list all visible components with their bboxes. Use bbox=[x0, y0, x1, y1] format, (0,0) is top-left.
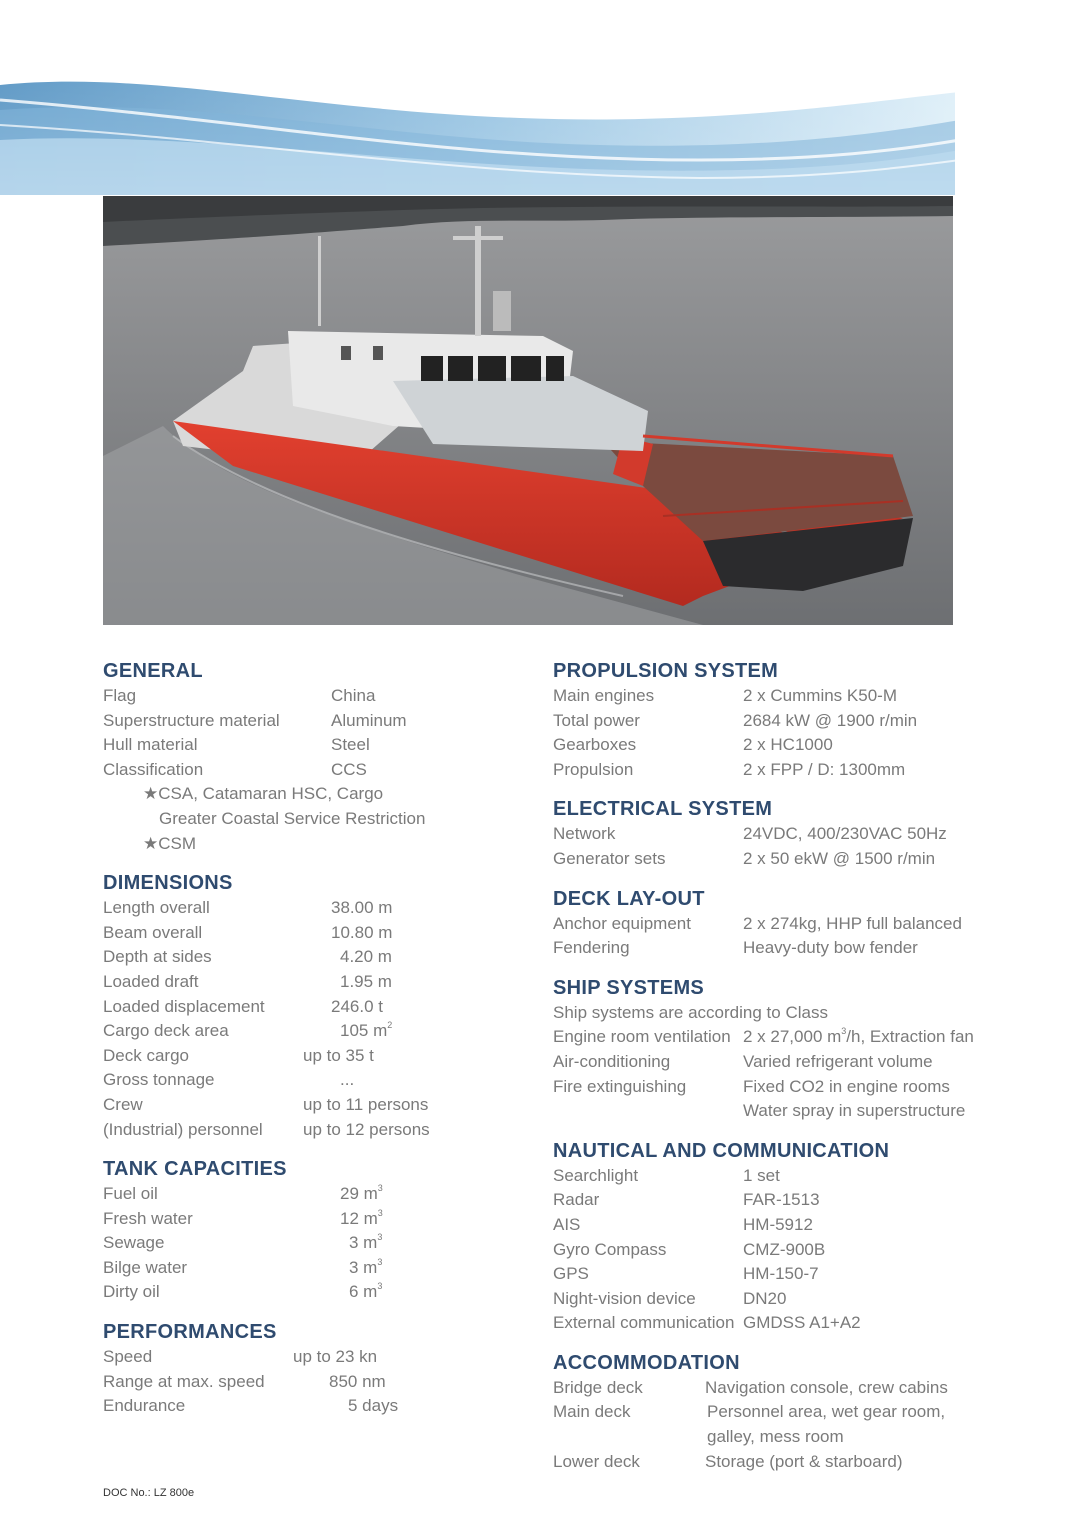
spec-row bbox=[103, 1256, 523, 1281]
value-text: 2 x 27,000 m bbox=[743, 1027, 842, 1047]
spec-value: 2684 kW @ 1900 r/min bbox=[743, 710, 918, 730]
spec-row bbox=[103, 1394, 523, 1419]
spec-value bbox=[340, 1207, 383, 1232]
spec-value bbox=[743, 1025, 974, 1050]
spec-value bbox=[340, 1182, 383, 1207]
spec-label: Superstructure material bbox=[103, 710, 280, 730]
spec-label: Deck cargo bbox=[103, 1045, 189, 1065]
section-heading-ship-systems: SHIP SYSTEMS bbox=[553, 976, 705, 999]
section-heading-performances: PERFORMANCES bbox=[103, 1321, 277, 1344]
value-text: 105 m bbox=[340, 1021, 388, 1041]
spec-value: China bbox=[331, 686, 376, 705]
spec-value: Storage (port & starboard) bbox=[705, 1451, 903, 1471]
section-heading-accommodation: ACCOMMODATION bbox=[553, 1351, 740, 1374]
dimensions-rows bbox=[103, 896, 523, 1142]
spec-row bbox=[553, 1188, 1053, 1213]
propulsion-rows bbox=[553, 684, 1053, 782]
spec-label: Sewage bbox=[103, 1233, 165, 1253]
spec-label: Bilge water bbox=[103, 1257, 188, 1277]
spec-row bbox=[103, 1118, 523, 1143]
spec-label: Length overall bbox=[103, 898, 210, 918]
spec-row bbox=[103, 1068, 523, 1093]
spec-row bbox=[103, 1044, 523, 1069]
spec-row bbox=[103, 758, 523, 783]
spec-row bbox=[103, 1345, 523, 1370]
spec-row bbox=[103, 921, 523, 946]
spec-row bbox=[103, 733, 523, 758]
section-heading-propulsion: PROPULSION SYSTEM bbox=[553, 660, 779, 682]
spec-label: Night-vision device bbox=[553, 1288, 696, 1308]
section-heading-deck-layout: DECK LAY-OUT bbox=[553, 887, 705, 910]
spec-row bbox=[553, 1238, 1053, 1263]
spec-row bbox=[103, 995, 523, 1020]
catamaran-illustration bbox=[103, 196, 953, 625]
spec-row bbox=[553, 1099, 1053, 1124]
spec-value: 2 x 50 ekW @ 1500 r/min bbox=[743, 848, 936, 868]
spec-row bbox=[103, 1207, 523, 1232]
spec-label: Flag bbox=[103, 686, 137, 705]
classification-note: Greater Coastal Service Restriction bbox=[159, 808, 426, 828]
spec-label: Main engines bbox=[553, 686, 655, 705]
superscript: 3 bbox=[377, 1232, 383, 1243]
section-heading-nautical: NAUTICAL AND COMMUNICATION bbox=[553, 1139, 890, 1162]
spec-value: 1 set bbox=[743, 1165, 780, 1185]
spec-label: Network bbox=[553, 824, 616, 844]
spec-row bbox=[553, 1450, 1053, 1475]
spec-label: Gearboxes bbox=[553, 735, 637, 755]
spec-row bbox=[553, 1400, 1053, 1425]
spec-label: Air-conditioning bbox=[553, 1051, 671, 1071]
spec-label: Gross tonnage bbox=[103, 1070, 215, 1090]
spec-value: 10.80 m bbox=[331, 922, 393, 942]
spec-value bbox=[349, 1256, 382, 1281]
spec-value bbox=[340, 1019, 392, 1044]
spec-value: 5 days bbox=[348, 1396, 399, 1416]
accommodation-rows bbox=[553, 1376, 1053, 1474]
spec-label: AIS bbox=[553, 1214, 581, 1234]
spec-label: Fresh water bbox=[103, 1208, 193, 1228]
spec-value: CCS bbox=[331, 759, 367, 779]
spec-value: Water spray in superstructure bbox=[743, 1101, 966, 1121]
spec-label: Hull material bbox=[103, 735, 198, 755]
spec-value: 246.0 t bbox=[331, 996, 383, 1016]
section-heading-general: GENERAL bbox=[103, 660, 203, 682]
spec-row bbox=[553, 1213, 1053, 1238]
spec-value: galley, mess room bbox=[707, 1427, 844, 1447]
deck-rows bbox=[553, 912, 1053, 961]
spec-label: Classification bbox=[103, 759, 204, 779]
spec-row bbox=[553, 1311, 1053, 1336]
spec-row bbox=[553, 1376, 1053, 1401]
header-wave-banner bbox=[0, 0, 1080, 195]
spec-label: Dirty oil bbox=[103, 1282, 160, 1302]
spec-value: ... bbox=[340, 1070, 355, 1090]
spec-label: Depth at sides bbox=[103, 947, 212, 967]
spec-label: Crew bbox=[103, 1094, 143, 1114]
spec-row bbox=[553, 1050, 1053, 1075]
spec-label: Bridge deck bbox=[553, 1377, 643, 1397]
value-text: 3 m bbox=[349, 1233, 378, 1253]
nautical-rows bbox=[553, 1164, 1053, 1336]
spec-label: Generator sets bbox=[553, 848, 666, 868]
spec-value: DN20 bbox=[743, 1288, 787, 1308]
superscript: 3 bbox=[377, 1256, 383, 1267]
spec-value: 24VDC, 400/230VAC 50Hz bbox=[743, 824, 947, 844]
superscript: 3 bbox=[377, 1183, 383, 1194]
ship-systems-intro: Ship systems are according to Class bbox=[553, 1002, 828, 1022]
spec-label: Lower deck bbox=[553, 1451, 640, 1471]
spec-value: 2 x 274kg, HHP full balanced bbox=[743, 913, 962, 933]
superscript: 3 bbox=[377, 1207, 383, 1218]
spec-label: Propulsion bbox=[553, 759, 634, 779]
spec-row bbox=[553, 1164, 1053, 1189]
spec-row bbox=[103, 945, 523, 970]
spec-value: up to 12 persons bbox=[303, 1119, 430, 1139]
spec-value: up to 11 persons bbox=[303, 1094, 429, 1114]
section-heading-tank-capacities: TANK CAPACITIES bbox=[103, 1158, 287, 1181]
performance-rows bbox=[103, 1345, 523, 1419]
spec-value: 1.95 m bbox=[340, 971, 392, 991]
value-text: 29 m bbox=[340, 1184, 378, 1204]
wave-graphic bbox=[0, 0, 1080, 195]
spec-label: Endurance bbox=[103, 1396, 186, 1416]
spec-label: Total power bbox=[553, 710, 640, 730]
superscript: 3 bbox=[841, 1026, 847, 1037]
spec-row bbox=[553, 1075, 1053, 1100]
spec-value: 38.00 m bbox=[331, 898, 393, 918]
superscript: 3 bbox=[377, 1281, 383, 1292]
spec-row bbox=[103, 1093, 523, 1118]
spec-value bbox=[349, 1280, 382, 1305]
spec-label: Fuel oil bbox=[103, 1184, 158, 1204]
spec-value: up to 35 t bbox=[303, 1045, 374, 1065]
spec-value: up to 23 kn bbox=[293, 1347, 378, 1367]
spec-value bbox=[349, 1231, 382, 1256]
value-text: 3 m bbox=[349, 1257, 378, 1277]
spec-label: Anchor equipment bbox=[553, 913, 691, 933]
spec-value: 2 x FPP / D: 1300mm bbox=[743, 759, 906, 779]
spec-label: Fire extinguishing bbox=[553, 1076, 687, 1096]
spec-value: Aluminum bbox=[331, 710, 407, 730]
vessel-photo bbox=[103, 196, 953, 625]
classification-note: ★CSA, Catamaran HSC, Cargo bbox=[143, 784, 384, 804]
spec-row bbox=[553, 684, 1053, 709]
right-spec-column bbox=[553, 656, 1053, 1474]
spec-label: Gyro Compass bbox=[553, 1239, 667, 1259]
spec-row bbox=[553, 1025, 1053, 1050]
spec-label: Main deck bbox=[553, 1402, 631, 1422]
superscript: 2 bbox=[387, 1020, 393, 1031]
value-tail: /h, Extraction fan bbox=[846, 1027, 974, 1047]
spec-label: Engine room ventilation bbox=[553, 1027, 731, 1047]
spec-value: GMDSS A1+A2 bbox=[743, 1313, 861, 1333]
spec-value: Navigation console, crew cabins bbox=[705, 1377, 948, 1397]
spec-row bbox=[553, 912, 1053, 937]
spec-label: (Industrial) personnel bbox=[103, 1119, 263, 1139]
spec-row bbox=[553, 1425, 1053, 1450]
value-text: 6 m bbox=[349, 1282, 378, 1302]
spec-row bbox=[103, 709, 523, 734]
spec-label: Searchlight bbox=[553, 1165, 639, 1185]
value-text: 12 m bbox=[340, 1208, 378, 1228]
spec-value: 2 x HC1000 bbox=[743, 735, 833, 755]
spec-row bbox=[103, 896, 523, 921]
spec-row bbox=[103, 1182, 523, 1207]
spec-value: HM-150-7 bbox=[743, 1264, 819, 1284]
spec-value: HM-5912 bbox=[743, 1214, 813, 1234]
spec-value: 4.20 m bbox=[340, 947, 392, 967]
spec-row bbox=[553, 936, 1053, 961]
electrical-rows bbox=[553, 822, 1053, 871]
spec-label: Cargo deck area bbox=[103, 1021, 229, 1041]
spec-label: Loaded displacement bbox=[103, 996, 265, 1016]
ship-systems-rows bbox=[553, 1001, 1053, 1124]
spec-value: 850 nm bbox=[329, 1371, 386, 1391]
spec-row bbox=[103, 970, 523, 995]
spec-row bbox=[553, 1262, 1053, 1287]
spec-row bbox=[103, 1231, 523, 1256]
spec-row bbox=[103, 1370, 523, 1395]
spec-label: Radar bbox=[553, 1190, 600, 1210]
general-rows bbox=[103, 684, 523, 856]
tank-rows bbox=[103, 1182, 523, 1305]
spec-row bbox=[553, 758, 1053, 783]
left-spec-column bbox=[103, 656, 523, 1419]
section-heading-electrical: ELECTRICAL SYSTEM bbox=[553, 798, 773, 821]
spec-value: Steel bbox=[331, 735, 370, 755]
spec-value: Fixed CO2 in engine rooms bbox=[743, 1076, 950, 1096]
spec-row bbox=[103, 684, 523, 709]
document-number: DOC No.: LZ 800e bbox=[103, 1487, 195, 1499]
spec-value: Personnel area, wet gear room, bbox=[707, 1402, 946, 1422]
spec-row bbox=[553, 709, 1053, 734]
spec-row bbox=[103, 1280, 523, 1305]
spec-row bbox=[103, 1019, 523, 1044]
spec-row bbox=[553, 1287, 1053, 1312]
spec-value: 2 x Cummins K50-M bbox=[743, 686, 897, 705]
classification-note: ★CSM bbox=[143, 833, 197, 853]
spec-value: CMZ-900B bbox=[743, 1239, 826, 1259]
section-heading-dimensions: DIMENSIONS bbox=[103, 872, 233, 895]
spec-row bbox=[553, 733, 1053, 758]
spec-label: Speed bbox=[103, 1347, 153, 1367]
spec-label: External communication bbox=[553, 1313, 735, 1333]
spec-label: Fendering bbox=[553, 938, 630, 958]
spec-label: GPS bbox=[553, 1264, 589, 1284]
spec-row bbox=[553, 847, 1053, 872]
spec-row bbox=[553, 822, 1053, 847]
spec-label: Beam overall bbox=[103, 922, 203, 942]
spec-label: Range at max. speed bbox=[103, 1371, 265, 1391]
spec-value: Heavy-duty bow fender bbox=[743, 938, 918, 958]
spec-value: FAR-1513 bbox=[743, 1190, 820, 1210]
spec-value: Varied refrigerant volume bbox=[743, 1051, 933, 1071]
spec-label: Loaded draft bbox=[103, 971, 199, 991]
